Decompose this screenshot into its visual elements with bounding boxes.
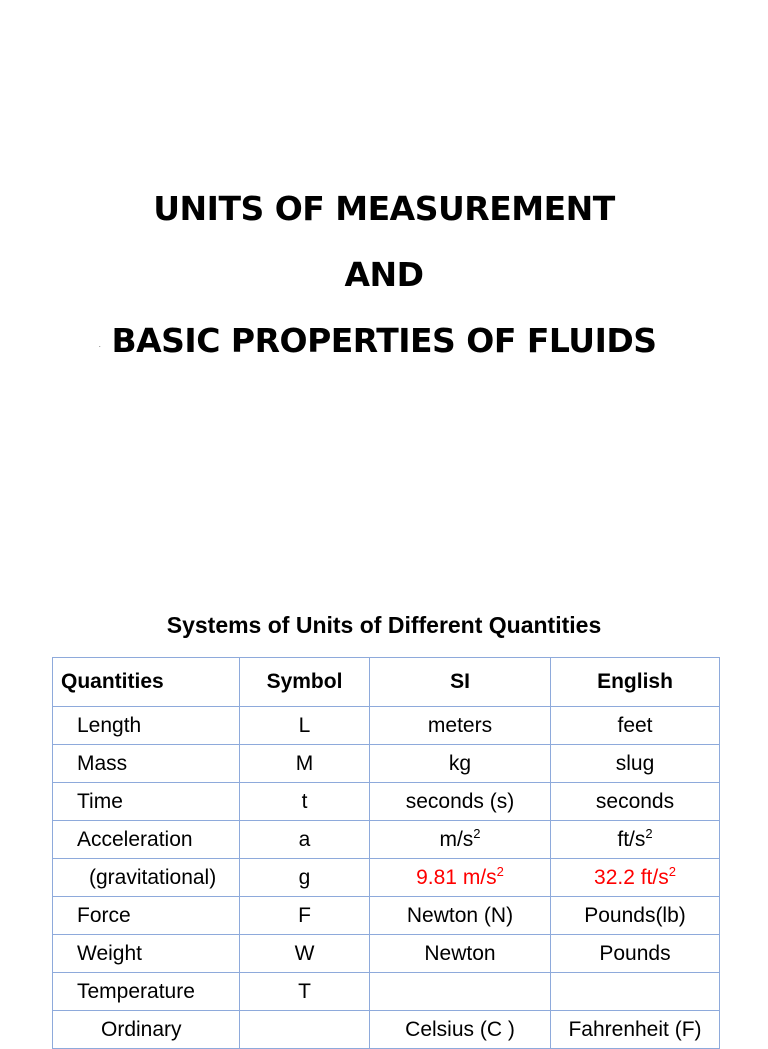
header-english: English (551, 658, 720, 707)
cell-english: Fahrenheit (F) (551, 1011, 720, 1049)
table-row (53, 707, 720, 745)
table-row (53, 745, 720, 783)
cell-english: feet (551, 707, 720, 745)
exponent: 2 (473, 825, 481, 841)
cell-symbol: L (240, 707, 370, 745)
cell-symbol (240, 1011, 370, 1049)
exponent: 2 (668, 863, 676, 879)
cell-si (370, 821, 551, 859)
cell-si (370, 973, 551, 1011)
cell-quantity: Acceleration (53, 821, 240, 859)
cell-quantity: Temperature (53, 973, 240, 1011)
table-row (53, 935, 720, 973)
cell-english-highlight (551, 859, 720, 897)
header-quantities: Quantities (53, 658, 240, 707)
cell-english: seconds (551, 783, 720, 821)
cell-quantity: Time (53, 783, 240, 821)
cell-si-text: m/s (439, 827, 474, 851)
exponent: 2 (496, 863, 504, 879)
cell-english (551, 973, 720, 1011)
table-caption: Systems of Units of Different Quantities (166, 612, 602, 638)
table-header-row (53, 658, 720, 707)
cell-symbol: F (240, 897, 370, 935)
cell-si-highlight (370, 859, 551, 897)
cell-si: seconds (s) (370, 783, 551, 821)
cell-symbol: T (240, 973, 370, 1011)
cursor-mark: . (99, 343, 101, 349)
cell-symbol: a (240, 821, 370, 859)
table-row (53, 783, 720, 821)
cell-symbol: t (240, 783, 370, 821)
cell-quantity: Ordinary (53, 1011, 240, 1049)
cell-symbol: M (240, 745, 370, 783)
cell-english: slug (551, 745, 720, 783)
table-row (53, 897, 720, 935)
cell-symbol: g (240, 859, 370, 897)
units-table (52, 657, 720, 1049)
cell-quantity: Length (53, 707, 240, 745)
cell-symbol: W (240, 935, 370, 973)
header-si: SI (370, 658, 551, 707)
cell-si: meters (370, 707, 551, 745)
cell-si: kg (370, 745, 551, 783)
cell-si-text: 9.81 m/s (416, 865, 497, 889)
cell-english-text: 32.2 ft/s (594, 865, 669, 889)
table-row (53, 821, 720, 859)
table-row (53, 1011, 720, 1049)
cell-english-text: ft/s (617, 827, 646, 851)
document-title (0, 176, 768, 374)
cell-english: Pounds(lb) (551, 897, 720, 935)
table-row (53, 859, 720, 897)
cell-quantity: (gravitational) (53, 859, 240, 897)
cell-si: Newton (370, 935, 551, 973)
table-row (53, 973, 720, 1011)
title-line-2: AND (344, 255, 424, 294)
cell-english: Pounds (551, 935, 720, 973)
title-line-3: BASIC PROPERTIES OF FLUIDS (111, 321, 657, 360)
exponent: 2 (645, 825, 653, 841)
header-symbol: Symbol (240, 658, 370, 707)
title-line-1: UNITS OF MEASUREMENT (153, 189, 615, 228)
cell-english (551, 821, 720, 859)
cell-quantity: Weight (53, 935, 240, 973)
cell-quantity: Force (53, 897, 240, 935)
cell-si: Newton (N) (370, 897, 551, 935)
cell-quantity: Mass (53, 745, 240, 783)
cell-si: Celsius (C ) (370, 1011, 551, 1049)
